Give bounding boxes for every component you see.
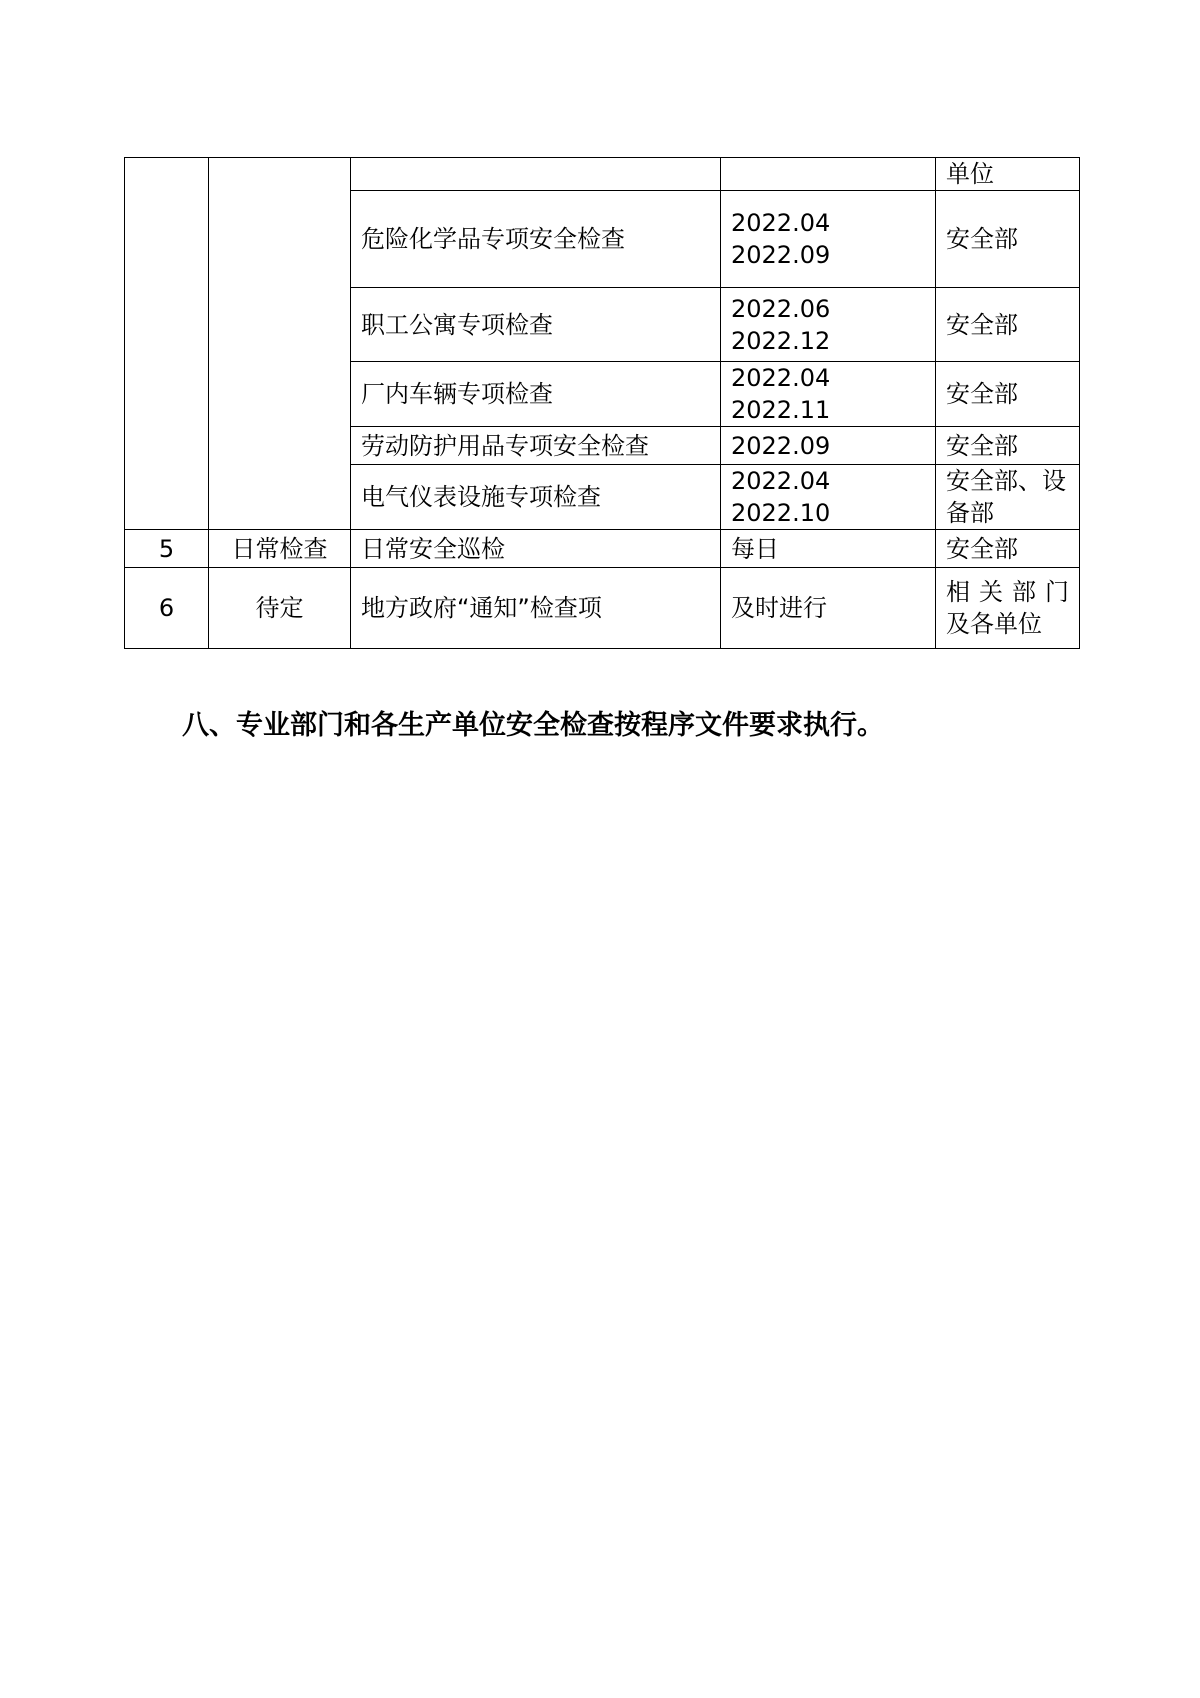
table-row	[125, 530, 1080, 568]
check-type-cell: 待定	[209, 568, 351, 649]
check-item-cell: 厂内车辆专项检查	[351, 362, 721, 427]
check-type-cell: 日常检查	[209, 530, 351, 568]
responsible-dept-cell: 安全部	[936, 362, 1080, 427]
time-line: 2022.12	[731, 326, 831, 355]
responsible-dept-cell	[936, 568, 1080, 649]
responsible-dept-cell: 单位	[936, 158, 1080, 191]
check-time-cell	[721, 158, 936, 191]
check-time-cell	[721, 191, 936, 288]
check-time-cell	[721, 362, 936, 427]
responsible-dept-cell: 安全部	[936, 288, 1080, 362]
row-number-cell	[125, 158, 209, 530]
check-time-cell: 及时进行	[721, 568, 936, 649]
check-item-cell: 危险化学品专项安全检查	[351, 191, 721, 288]
time-line: 2022.10	[731, 499, 831, 527]
inspection-schedule-table	[124, 157, 1080, 649]
dept-line: 备部	[946, 499, 994, 527]
check-time-cell	[721, 465, 936, 530]
responsible-dept-cell: 安全部	[936, 427, 1080, 465]
time-line: 2022.04	[731, 209, 831, 237]
check-item-cell: 日常安全巡检	[351, 530, 721, 568]
row-number-cell: 6	[125, 568, 209, 649]
check-item-cell: 地方政府“通知”检查项	[351, 568, 721, 649]
check-item-cell: 电气仪表设施专项检查	[351, 465, 721, 530]
check-item-cell: 职工公寓专项检查	[351, 288, 721, 362]
responsible-dept-cell: 安全部	[936, 191, 1080, 288]
dept-line: 及各单位	[946, 610, 1042, 638]
time-line: 2022.04	[731, 364, 831, 392]
table-row	[125, 158, 1080, 191]
time-line: 2022.11	[731, 396, 831, 424]
responsible-dept-cell	[936, 465, 1080, 530]
time-line: 2022.06	[731, 294, 831, 323]
check-item-cell: 劳动防护用品专项安全检查	[351, 427, 721, 465]
time-line: 2022.04	[731, 467, 831, 495]
check-time-cell: 每日	[721, 530, 936, 568]
check-item-cell	[351, 158, 721, 191]
check-type-cell	[209, 158, 351, 530]
section-heading: 八、专业部门和各生产单位安全检查按程序文件要求执行。	[182, 710, 884, 741]
dept-line: 相关部门	[946, 578, 1069, 606]
time-line: 2022.09	[731, 241, 831, 269]
row-number-cell: 5	[125, 530, 209, 568]
check-time-cell	[721, 288, 936, 362]
check-time-cell: 2022.09	[721, 427, 936, 465]
responsible-dept-cell: 安全部	[936, 530, 1080, 568]
dept-line: 安全部、设	[946, 467, 1066, 495]
table-row	[125, 568, 1080, 649]
